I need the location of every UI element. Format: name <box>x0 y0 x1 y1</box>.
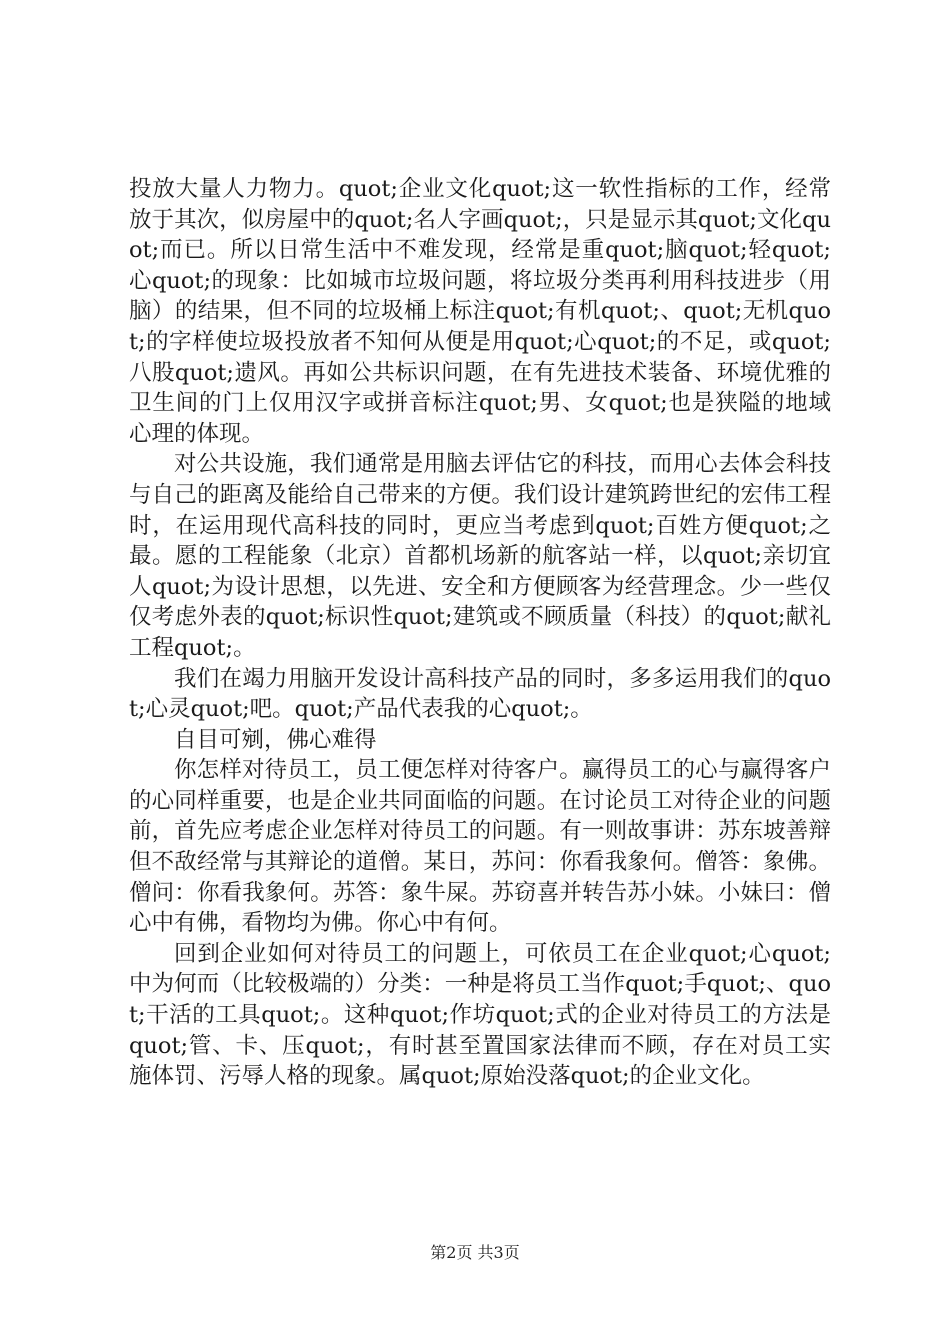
document-body <box>129 174 831 1092</box>
paragraph-2: 对公共设施，我们通常是用脑去评估它的科技，而用心去体会科技与自己的距离及能给自己带来的方便。我们设计建筑跨世纪的宏伟工程时，在运用现代高科技的同时，更应当考虑到quot;百姓方便quot;之最。愿的工程能象（北京）首都机场新的航客站一样，以quot;亲切宜人quot;为设计思想，以先进、安全和方便顾客为经营理念。少一些仅仅考虑外表的quot;标识性quot;建筑或不顾质量（科技）的quot;献礼工程quot;。 <box>129 451 831 661</box>
paragraph-4: 你怎样对待员工，员工便怎样对待客户。赢得员工的心与赢得客户的心同样重要，也是企业共同面临的问题。在讨论员工对待企业的问题前，首先应考虑企业怎样对待员工的问题。有一则故事讲：苏东坡善辩但不敌经常与其辩论的道僧。某日，苏问：你看我象何。僧答：象佛。僧问：你看我象何。苏答：象牛屎。苏窃喜并转告苏小妹。小妹曰：僧心中有佛，看物均为佛。你心中有何。 <box>129 757 831 937</box>
paragraph-3: 我们在竭力用脑开发设计高科技产品的同时，多多运用我们的quot;心灵quot;吧。quot;产品代表我的心quot;。 <box>129 665 831 723</box>
section-heading: 自目可剜，佛心难得 <box>174 726 377 753</box>
paragraph-1: 投放大量人力物力。quot;企业文化quot;这一软性指标的工作，经常放于其次，似房屋中的quot;名人字画quot;，只是显示其quot;文化quot;而已。所以日常生活中不难发现，经常是重quot;脑quot;轻quot;心quot;的现象：比如城市垃圾问题，将垃圾分类再利用科技进步（用脑）的结果，但不同的垃圾桶上标注quot;有机quot;、quot;无机quot;的字样使垃圾投放者不知何从便是用quot;心quot;的不足，或quot;八股quot;遗风。再如公共标识问题，在有先进技术装备、环境优雅的卫生间的门上仅用汉字或拼音标注quot;男、女quot;也是狭隘的地域心理的体现。 <box>129 176 831 447</box>
paragraph-5: 回到企业如何对待员工的问题上，可依员工在企业quot;心quot;中为何而（比较极端的）分类：一种是将员工当作quot;手quot;、quot;干活的工具quot;。这种quot;作坊quot;式的企业对待员工的方法是quot;管、卡、压quot;，有时甚至置国家法律而不顾，存在对员工实施体罚、污辱人格的现象。属quot;原始没落quot;的企业文化。 <box>129 940 831 1090</box>
page-footer: 第2页 共3页 <box>430 1243 520 1262</box>
